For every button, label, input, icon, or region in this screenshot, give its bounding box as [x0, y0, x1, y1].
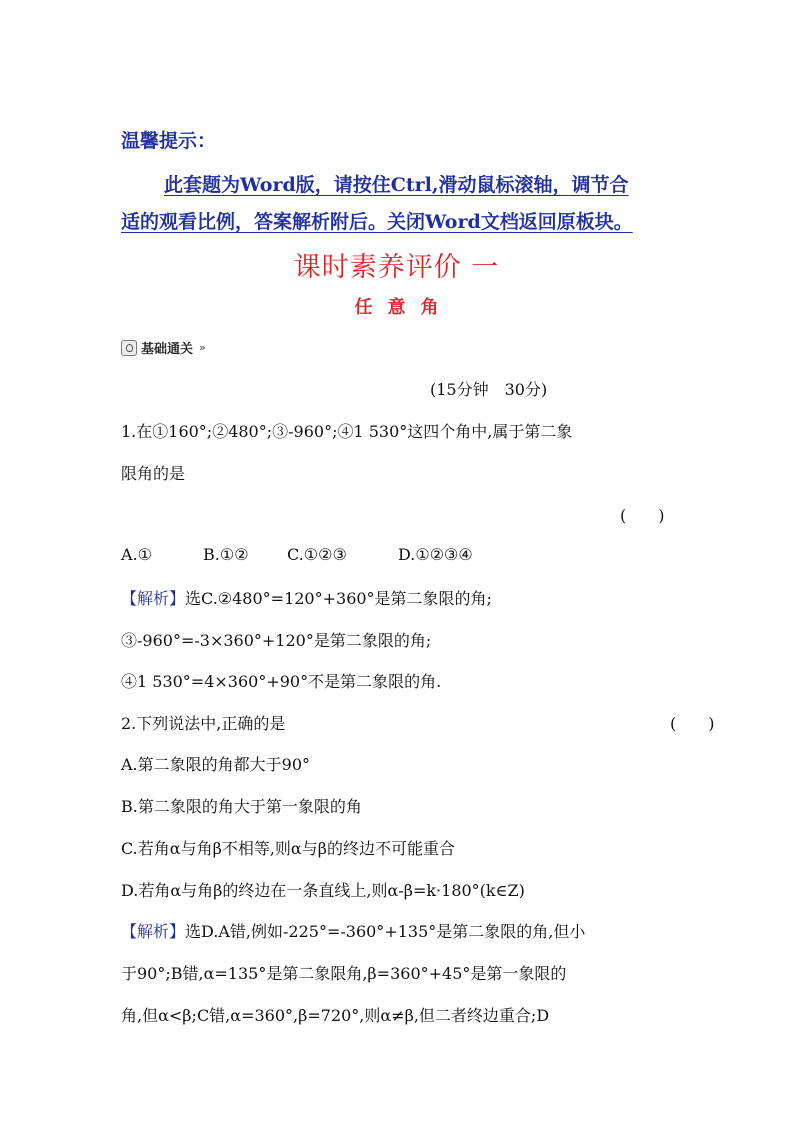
question-2-option-c: C.若角α与角β不相等,则α与β的终边不可能重合 — [121, 839, 455, 858]
question-2-stem: 2.下列说法中,正确的是 — [121, 714, 286, 733]
answer-bracket-2: ( ) — [670, 714, 715, 733]
analysis-tag: 【解析】 — [121, 922, 186, 941]
option-a: A.① — [121, 545, 152, 564]
tip-heading: 温馨提示： — [121, 130, 217, 152]
bulb-icon — [121, 340, 137, 356]
question-2-option-a: A.第二象限的角都大于90° — [121, 755, 311, 774]
time-limit: (15分钟 30分) — [430, 380, 548, 399]
analysis-2-line-2: 于90°;B错,α=135°是第二象限角,β=360°+45°是第一象限的 — [121, 964, 567, 983]
double-chevron-icon: » — [199, 341, 206, 354]
question-2-option-d: D.若角α与角β的终边在一条直线上,则α-β=k·180°(k∈Z) — [121, 881, 525, 900]
question-2-option-b: B.第二象限的角大于第一象限的角 — [121, 797, 362, 816]
analysis-1-line-3: ④1 530°=4×360°+90°不是第二象限的角. — [121, 672, 442, 691]
tip-link-line-2[interactable]: 适的观看比例，答案解析附后。关闭Word文档返回原板块。 — [121, 211, 633, 233]
answer-bracket-1: ( ) — [620, 506, 665, 525]
section-label: 基础通关 — [141, 342, 194, 357]
analysis-1-line-1 — [121, 586, 492, 609]
analysis-tag: 【解析】 — [121, 589, 186, 608]
analysis-1-line-2: ③-960°=-3×360°+120°是第二象限的角; — [121, 631, 432, 650]
analysis-2-line-1 — [121, 919, 585, 942]
analysis-2-line-3: 角,但α<β;C错,α=360°,β=720°,则α≠β,但二者终边重合;D — [121, 1006, 550, 1025]
section-header — [121, 338, 206, 357]
option-b: B.①② — [203, 545, 249, 564]
question-1-line-1: 1.在①160°;②480°;③-960°;④1 530°这四个角中,属于第二象 — [121, 422, 573, 441]
analysis-1-text: 选C.②480°=120°+360°是第二象限的角; — [185, 589, 492, 608]
option-d: D.①②③④ — [398, 545, 473, 564]
option-c: C.①②③ — [287, 545, 347, 564]
page-subtitle: 任意角 — [354, 297, 454, 318]
question-1-line-2: 限角的是 — [121, 464, 186, 483]
analysis-2-text: 选D.A错,例如-225°=-360°+135°是第二象限的角,但小 — [185, 922, 586, 941]
tip-link-line-1[interactable]: 此套题为Word版，请按住Ctrl,滑动鼠标滚轴，调节合 — [164, 174, 629, 196]
question-1-options — [121, 545, 473, 564]
page-title: 课时素养评价 一 — [293, 252, 500, 283]
